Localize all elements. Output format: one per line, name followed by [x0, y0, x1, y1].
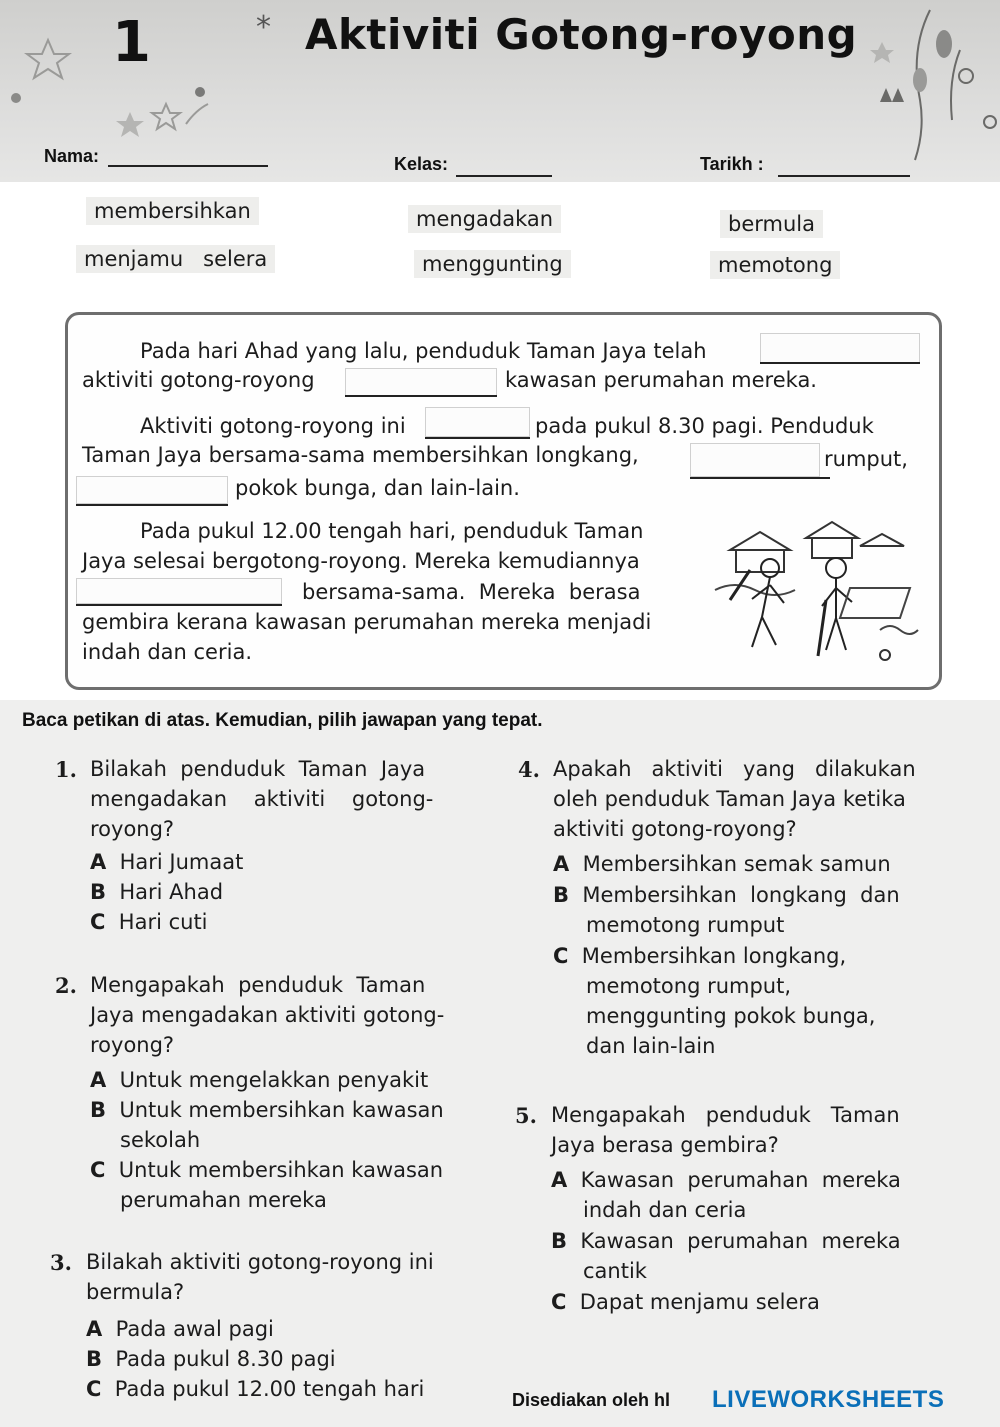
house-roof-icon	[860, 534, 904, 546]
passage-line: Pada hari Ahad yang lalu, penduduk Taman Jaya telah	[140, 339, 707, 363]
star-icon	[152, 104, 180, 129]
option-text-cont: menggunting pokok bunga,	[586, 1004, 876, 1028]
gotong-royong-illustration	[710, 510, 920, 670]
option-letter: A	[90, 1068, 107, 1092]
passage-line: pokok bunga, dan lain-lain.	[235, 476, 520, 500]
star-icon	[27, 40, 69, 78]
word-bank-item[interactable]: bermula	[720, 210, 823, 238]
leaf-icon	[913, 68, 927, 92]
option-text-cont: dan lain-lain	[586, 1034, 716, 1058]
passage-line: bersama-sama. Mereka berasa	[302, 580, 641, 604]
question-text: aktiviti gotong-royong?	[553, 817, 797, 841]
word-bank-item[interactable]: memotong	[710, 251, 840, 279]
question-text: oleh penduduk Taman Jaya ketika	[553, 787, 906, 811]
answer-blank-1[interactable]	[760, 333, 920, 363]
answer-blank-3[interactable]	[425, 407, 530, 437]
option-text-cont: memotong rumput,	[586, 974, 792, 998]
nama-field[interactable]	[108, 165, 268, 167]
prepared-by-text: Disediakan oleh hl	[512, 1390, 671, 1410]
word-bank-item[interactable]: menggunting	[414, 250, 571, 278]
option-text: Untuk mengelakkan penyakit	[119, 1068, 429, 1092]
rock-icon	[880, 650, 890, 660]
word-bank-item[interactable]: membersihkan	[86, 197, 259, 225]
question-text: Apakah aktiviti yang dilakukan	[553, 757, 916, 781]
question-text: royong?	[90, 817, 175, 841]
person-head-icon	[761, 559, 779, 577]
person-body-icon	[822, 578, 852, 650]
answer-blank-5[interactable]	[76, 476, 228, 504]
page-title: Aktiviti Gotong-royong	[305, 10, 858, 59]
option-letter: A	[551, 1168, 568, 1192]
option-2a[interactable]	[90, 1068, 428, 1092]
question-text: royong?	[90, 1033, 175, 1057]
hoe-icon	[818, 600, 826, 656]
option-1a[interactable]	[90, 850, 243, 874]
dot-decoration	[11, 93, 21, 103]
worksheet-number: 1	[112, 10, 151, 75]
bush-icon	[715, 585, 795, 595]
person-head-icon	[826, 558, 846, 578]
question-4	[518, 757, 540, 782]
option-text: Membersihkan longkang,	[581, 944, 847, 968]
drain-icon	[840, 588, 910, 618]
blank-line	[76, 504, 228, 506]
question-5	[515, 1103, 537, 1128]
question-text: Bilakah penduduk Taman Jaya	[90, 757, 426, 781]
title-star-icon: *	[256, 10, 271, 45]
flower-stem-icon	[951, 50, 960, 120]
option-text: Dapat menjamu selera	[579, 1290, 820, 1314]
passage-line: pada pukul 8.30 pagi. Penduduk	[535, 414, 874, 438]
option-1b[interactable]	[90, 880, 223, 904]
option-text: Pada awal pagi	[115, 1317, 274, 1341]
question-text: Bilakah aktiviti gotong-royong ini	[86, 1250, 434, 1274]
question-3	[50, 1250, 72, 1275]
option-1c[interactable]	[90, 910, 208, 934]
option-text: Pada pukul 12.00 tengah hari	[114, 1377, 425, 1401]
star-icon	[870, 42, 894, 63]
flower-icon	[984, 116, 996, 128]
option-letter: B	[551, 1229, 568, 1253]
option-letter: B	[86, 1347, 103, 1371]
kelas-field[interactable]	[456, 175, 552, 177]
question-number: 1.	[55, 757, 77, 782]
question-text: Jaya berasa gembira?	[551, 1133, 779, 1157]
kelas-label: Kelas:	[394, 154, 449, 174]
question-text: Mengapakah penduduk Taman	[90, 973, 426, 997]
leaf-icon	[936, 30, 952, 58]
dot-decoration	[195, 87, 205, 97]
option-4a[interactable]	[553, 852, 891, 876]
answer-blank-4[interactable]	[690, 443, 820, 477]
question-number: 5.	[515, 1103, 537, 1128]
option-3a[interactable]	[86, 1317, 274, 1341]
question-number: 2.	[55, 973, 77, 998]
house-roof-icon	[806, 522, 858, 538]
house-roof-icon	[730, 532, 790, 550]
person-body-icon	[752, 577, 784, 647]
option-text: Membersihkan longkang dan	[582, 883, 900, 907]
tarikh-field[interactable]	[778, 175, 910, 177]
instruction-text: Baca petikan di atas. Kemudian, pilih jawapan yang tepat.	[22, 710, 543, 731]
answer-blank-2[interactable]	[345, 368, 497, 396]
option-text: Hari Jumaat	[119, 850, 244, 874]
option-letter: A	[90, 850, 107, 874]
tulip-icon	[880, 88, 904, 102]
word-bank-item[interactable]: menjamu selera	[76, 245, 275, 273]
option-text: Pada pukul 8.30 pagi	[115, 1347, 336, 1371]
option-text: Kawasan perumahan mereka	[580, 1168, 901, 1192]
passage-line: aktiviti gotong-royong	[82, 368, 315, 392]
option-letter: C	[553, 944, 569, 968]
passage-line: indah dan ceria.	[82, 640, 252, 664]
blank-line	[345, 395, 497, 397]
option-5b[interactable]	[551, 1229, 901, 1253]
question-2	[55, 973, 77, 998]
grass-icon	[880, 626, 918, 634]
option-text: Untuk membersihkan kawasan	[119, 1098, 444, 1122]
option-5a[interactable]	[551, 1168, 901, 1192]
option-text-cont: sekolah	[120, 1128, 201, 1152]
question-text: bermula?	[86, 1280, 185, 1304]
blank-line	[425, 437, 530, 439]
passage-line: rumput,	[824, 447, 908, 471]
blank-line	[760, 362, 920, 364]
option-letter: A	[553, 852, 570, 876]
passage-line: Jaya selesai bergotong-royong. Mereka kemudiannya	[82, 549, 640, 573]
option-text: Hari cuti	[118, 910, 208, 934]
question-text: mengadakan aktiviti gotong-	[90, 787, 434, 811]
question-1	[55, 757, 77, 782]
question-number: 3.	[50, 1250, 72, 1275]
question-number: 4.	[518, 757, 540, 782]
star-icon	[116, 112, 144, 137]
nama-label: Nama:	[44, 146, 100, 166]
option-letter: C	[90, 1158, 106, 1182]
passage-line: kawasan perumahan mereka.	[505, 368, 817, 392]
option-text-cont: indah dan ceria	[583, 1198, 747, 1222]
option-3b[interactable]	[86, 1347, 336, 1371]
option-2b[interactable]	[90, 1098, 444, 1122]
option-letter: B	[90, 880, 107, 904]
option-4c[interactable]	[553, 944, 846, 968]
option-text: Kawasan perumahan mereka	[580, 1229, 901, 1253]
option-2c[interactable]	[90, 1158, 443, 1182]
option-letter: B	[90, 1098, 107, 1122]
option-text: Membersihkan semak samun	[582, 852, 891, 876]
option-3c[interactable]	[86, 1377, 424, 1401]
flower-icon	[959, 69, 973, 83]
swirl-decoration	[186, 104, 208, 124]
option-letter: B	[553, 883, 570, 907]
option-letter: A	[86, 1317, 103, 1341]
option-text-cont: cantik	[583, 1259, 647, 1283]
passage-line: Aktiviti gotong-royong ini	[140, 414, 406, 438]
liveworksheets-logo[interactable]: LIVEWORKSHEETS	[712, 1386, 945, 1413]
tarikh-label: Tarikh :	[700, 154, 764, 174]
option-letter: C	[551, 1290, 567, 1314]
option-text: Untuk membersihkan kawasan	[118, 1158, 444, 1182]
house-icon	[812, 538, 852, 558]
blank-line	[76, 604, 282, 606]
passage-line: gembira kerana kawasan perumahan mereka menjadi	[82, 610, 652, 634]
word-bank-item[interactable]: mengadakan	[408, 205, 561, 233]
answer-blank-6[interactable]	[76, 578, 282, 604]
option-text: Hari Ahad	[119, 880, 224, 904]
option-letter: C	[90, 910, 106, 934]
passage-line: Taman Jaya bersama-sama membersihkan longkang,	[82, 443, 639, 467]
blank-line	[690, 477, 830, 479]
option-text-cont: memotong rumput	[586, 913, 785, 937]
question-text: Mengapakah penduduk Taman	[551, 1103, 900, 1127]
option-text-cont: perumahan mereka	[120, 1188, 327, 1212]
option-4b[interactable]	[553, 883, 900, 907]
passage-line: Pada pukul 12.00 tengah hari, penduduk Taman	[140, 519, 644, 543]
option-5c[interactable]	[551, 1290, 820, 1314]
option-letter: C	[86, 1377, 102, 1401]
question-text: Jaya mengadakan aktiviti gotong-	[90, 1003, 445, 1027]
